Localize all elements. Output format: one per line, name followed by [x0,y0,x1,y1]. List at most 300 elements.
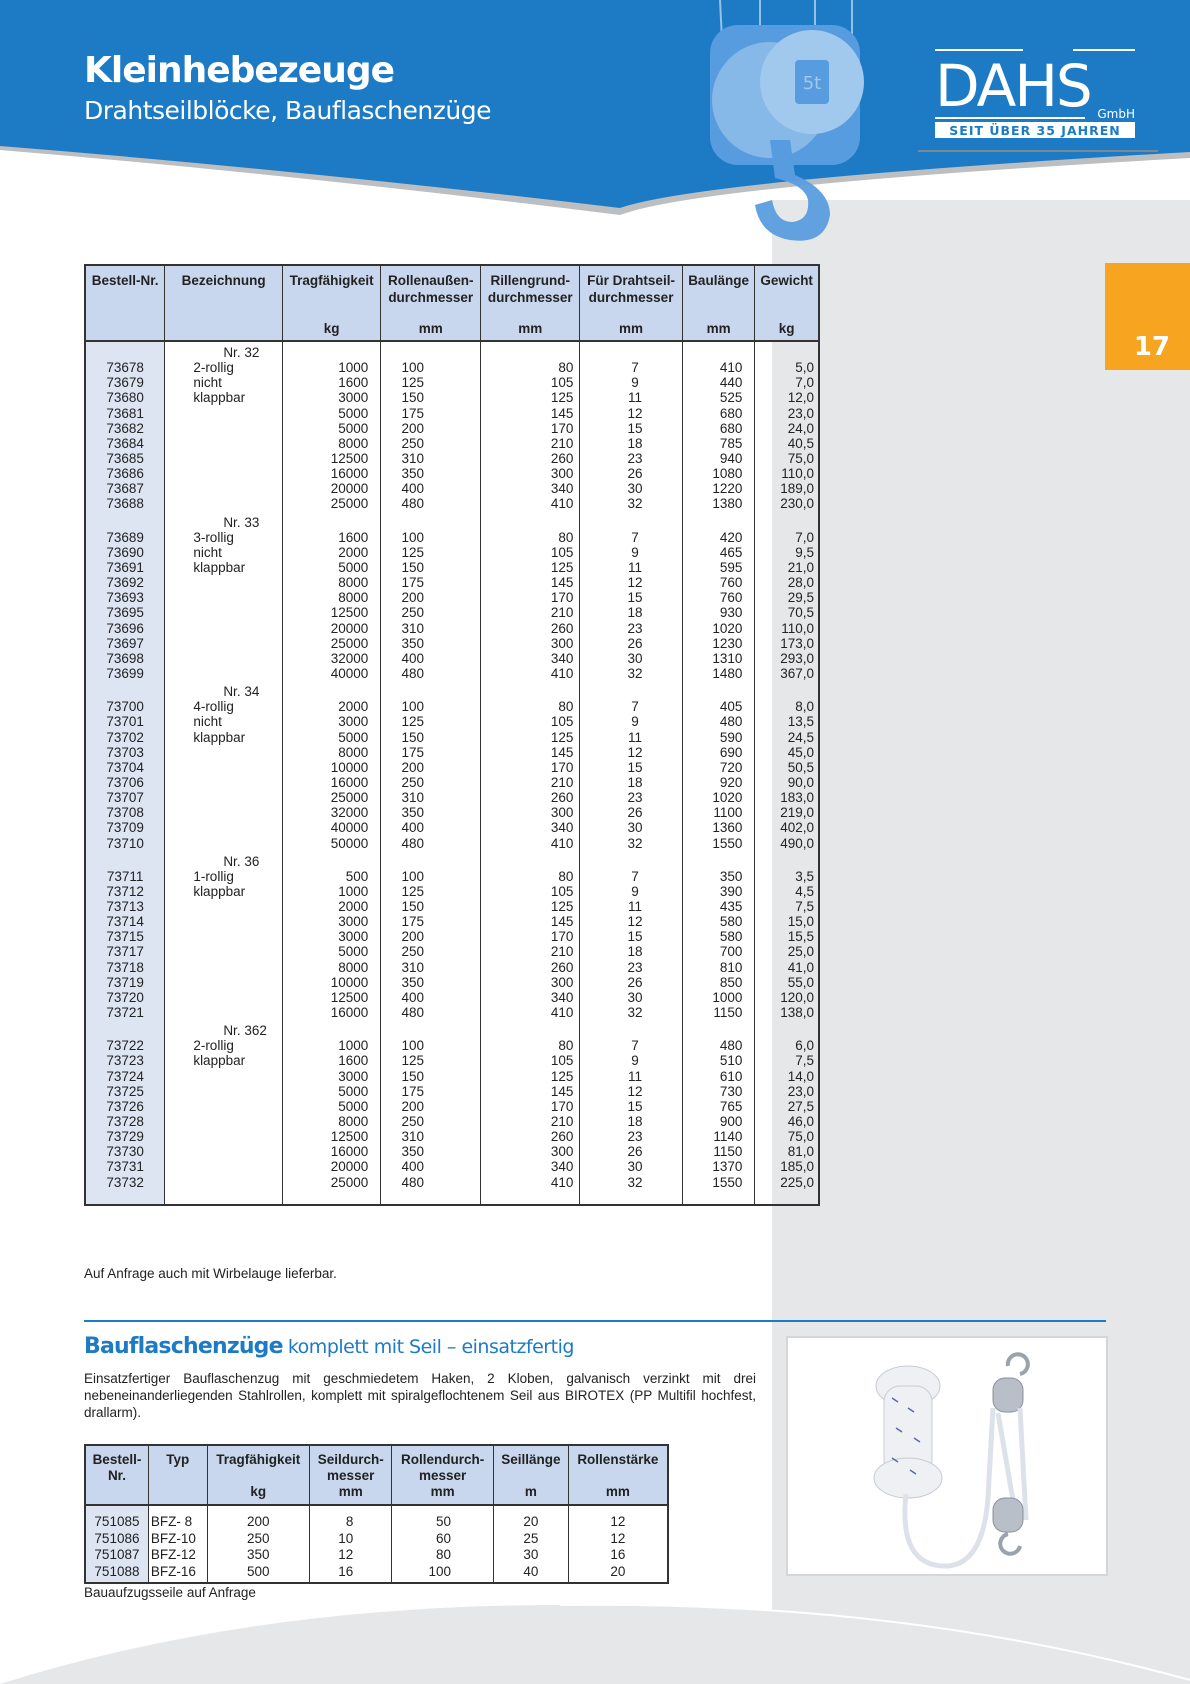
table-value: 300 [550,1144,574,1160]
product-group [85,1020,819,1205]
table-value: 16000 [330,1144,369,1160]
section2-title-bold: Bauflaschenzüge [84,1334,283,1359]
table-value: 1000 [712,989,743,1005]
table-value: 9 [631,375,639,391]
table-value: 1370 [712,1159,743,1175]
table-value: 73685 [106,450,144,466]
table-value: 32 [627,1174,643,1190]
table-cell [282,681,380,851]
cell-block [485,699,573,850]
table-value: 12500 [330,605,369,621]
table-value: 73719 [106,974,144,990]
page-number-tab [1105,263,1190,370]
table-value: 680 [719,420,743,436]
table-cell: 350 [207,1547,310,1564]
column-header [165,265,283,341]
section-divider [84,1320,1106,1322]
table-value: 29,5 [787,590,814,606]
builders-pulley-table [84,1444,669,1584]
table-value: 1020 [712,620,743,636]
table-value: 12,0 [787,390,814,406]
cell-block [193,684,278,745]
table-value: 9 [631,544,639,560]
table-value: 25,0 [787,944,814,960]
table-value: 2000 [338,899,369,915]
table-value: 150 [401,729,424,745]
table-value: 73691 [106,559,144,575]
table-value: 13,5 [787,714,814,730]
cell-block [592,699,677,850]
designation-line: nicht [193,544,222,560]
table-cell: BFZ-10 [148,1531,207,1548]
table-value: 73724 [106,1068,144,1084]
table-row [85,1505,668,1531]
table-value: 15,0 [787,914,814,930]
table-value: 1310 [712,650,743,666]
product-group [85,851,819,1021]
table-value: 3000 [338,390,369,406]
table-value: 1600 [338,529,369,545]
table-value: 100 [401,1038,424,1054]
table-value: 125 [401,1053,424,1069]
table-cell [85,512,165,682]
table-value: 410 [550,835,574,851]
table-cell: 20 [494,1505,569,1531]
table-value: 410 [550,496,574,512]
table-value: 11 [628,899,643,915]
table-cell [580,851,682,1021]
cell-block [485,530,573,681]
table-value: 73684 [106,435,144,451]
column-header-unit: m [524,1484,537,1499]
table-value: 8000 [338,435,369,451]
table-value: 15 [627,1098,643,1114]
pulley-block-icon [993,1354,1028,1554]
cell-block [687,530,743,681]
table-value: 26 [627,1144,643,1160]
table-cell: 751086 [85,1531,148,1548]
table-value: 80 [558,699,574,715]
table-value: 12 [627,914,643,930]
table-value: 175 [401,405,424,421]
table-value: 73711 [106,868,144,884]
table-value: 16000 [330,466,369,482]
table-value: 5000 [338,729,369,745]
cell-block [592,360,677,511]
table-cell [165,341,283,512]
table-value: 90,0 [787,774,814,790]
table-value: 14,0 [787,1068,814,1084]
designation-line: 3-rollig [193,529,234,545]
table-value: 73728 [106,1114,144,1130]
column-header-label: Seillänge [501,1452,561,1467]
cell-block [592,869,677,1020]
table-value: 170 [550,1098,574,1114]
table-cell: BFZ-12 [148,1547,207,1564]
product-group [85,512,819,682]
table-value: 73701 [106,714,144,730]
table-value: 170 [550,590,574,606]
table-value: 760 [719,590,743,606]
table-value: 1360 [712,820,743,836]
table-value: 850 [719,974,743,990]
table-value: 410 [719,360,743,376]
cell-block [485,360,573,511]
table-value: 73709 [106,820,144,836]
table-cell: 100 [392,1564,494,1584]
designation-line: Nr. 32 [223,345,260,360]
column-header-unit [88,320,162,340]
table-value: 210 [550,435,574,451]
table-value: 1600 [338,375,369,391]
table-value: 23 [627,450,643,466]
table-value: 525 [719,390,743,406]
column-header [85,265,165,341]
table-value: 10000 [330,974,369,990]
table-cell: 80 [392,1547,494,1564]
table-value: 26 [627,635,643,651]
designation-line: 2-rollig [193,1038,234,1054]
table-value: 9 [631,1053,639,1069]
table-value: 73696 [106,620,144,636]
table-value: 150 [401,899,424,915]
table-value: 16000 [330,774,369,790]
table-cell [481,512,580,682]
table-value: 5,0 [795,360,814,376]
cell-block [687,360,743,511]
cell-block [592,1038,677,1189]
column-header-unit: mm [619,321,644,336]
cell-block [287,1038,368,1189]
table-value: 73714 [106,914,144,930]
cell-block [687,1038,743,1189]
table-value: 12500 [330,989,369,1005]
table-value: 3000 [338,914,369,930]
table-value: 5000 [338,944,369,960]
table-cell [381,512,481,682]
page-title: Kleinhebezeuge [84,50,395,91]
column-header-label: Für Drahtseil- durchmesser [587,273,675,305]
cell-block [287,699,368,850]
table-value: 138,0 [780,1005,814,1021]
table-value: 25000 [330,496,369,512]
table-value: 26 [627,805,643,821]
table-value: 5000 [338,559,369,575]
table-value: 7 [631,529,639,545]
table-value: 100 [401,360,424,376]
table-value: 30 [627,989,643,1005]
table-value: 3000 [338,1068,369,1084]
table-cell [165,851,283,1021]
table-value: 367,0 [780,665,814,681]
column-header [568,1445,668,1505]
table-value: 260 [550,620,574,636]
table-value: 73681 [106,405,144,421]
cell-block [687,699,743,850]
table-value: 340 [550,650,574,666]
table-value: 73703 [106,744,144,760]
table-value: 73682 [106,420,144,436]
table-value: 5000 [338,420,369,436]
designation-line: klappbar [193,883,246,899]
table-value: 400 [401,650,424,666]
product-group [85,341,819,512]
table-value: 10000 [330,759,369,775]
column-header-unit: kg [778,321,795,336]
table-value: 73689 [106,529,144,545]
table-value: 810 [719,959,743,975]
table-value: 73700 [106,699,144,715]
table-cell: 12 [568,1531,668,1548]
table-value: 8,0 [795,699,814,715]
table-value: 760 [719,575,743,591]
table-value: 765 [719,1098,743,1114]
table-cell [381,681,481,851]
table1-note: Auf Anfrage auch mit Wirbelauge lieferbar. [84,1266,337,1281]
cell-block [90,1038,160,1189]
table-value: 480 [401,1005,424,1021]
cell-block [759,360,814,511]
designation-line: Nr. 33 [223,514,260,530]
table-value: 1380 [712,496,743,512]
table-value: 73717 [106,944,144,960]
table-value: 125 [550,559,574,575]
table-value: 340 [550,989,574,1005]
table-value: 5000 [338,1098,369,1114]
cell-block [193,515,278,576]
table-value: 310 [401,959,424,975]
table-value: 30 [627,481,643,497]
table-value: 175 [401,575,424,591]
table-cell [282,341,380,512]
table-cell [165,512,283,682]
table-cell [282,512,380,682]
table-cell: 60 [392,1531,494,1548]
cell-block [687,869,743,1020]
table-value: 26 [627,466,643,482]
table-value: 125 [550,899,574,915]
table-value: 1150 [713,1005,743,1021]
cell-block [385,530,440,681]
table-value: 410 [550,1174,574,1190]
table-value: 73679 [106,375,144,391]
table-value: 73722 [106,1038,144,1054]
table-value: 210 [550,1114,574,1130]
table-value: 200 [401,420,424,436]
table-value: 3000 [338,714,369,730]
designation-line: klappbar [193,729,246,745]
table-cell [282,1020,380,1205]
table-value: 930 [719,605,743,621]
table-value: 150 [401,559,424,575]
table-value: 105 [550,544,574,560]
rope-coil-icon [874,1366,993,1566]
table-value: 2000 [338,544,369,560]
table-value: 185,0 [780,1159,814,1175]
table-value: 5000 [338,1083,369,1099]
table-value: 300 [550,974,574,990]
table-value: 24,5 [787,729,814,745]
table-value: 73708 [106,805,144,821]
table-value: 32 [627,496,643,512]
table-value: 730 [719,1083,743,1099]
table-value: 1020 [712,790,743,806]
table-value: 490,0 [780,835,814,851]
table-value: 8000 [338,1114,369,1130]
table-value: 7,5 [795,899,814,915]
table-value: 480 [719,714,743,730]
table-cell: 25 [494,1531,569,1548]
designation-line: klappbar [193,390,246,406]
logo-underline [918,150,1158,152]
column-header-unit: mm [430,1484,455,1499]
table-cell [165,1020,283,1205]
table-cell: 10 [310,1531,392,1548]
table-value: 100 [401,529,424,545]
table-value: 73706 [106,774,144,790]
table-value: 105 [550,375,574,391]
table-value: 200 [401,1098,424,1114]
section2-title [84,1334,574,1359]
table-value: 30 [627,1159,643,1175]
table-value: 120,0 [780,989,814,1005]
table-value: 50,5 [787,759,814,775]
table-value: 8000 [338,959,369,975]
cell-block [759,530,814,681]
table-value: 350 [719,868,743,884]
table-value: 340 [550,1159,574,1175]
designation-line: klappbar [193,1053,246,1069]
table-value: 210 [550,605,574,621]
table-value: 3000 [338,929,369,945]
table-value: 250 [401,774,424,790]
table-value: 23 [627,620,643,636]
table-value: 73692 [106,575,144,591]
table-value: 26 [627,974,643,990]
table-value: 590 [719,729,743,745]
table-cell: 500 [207,1564,310,1584]
table-value: 145 [550,914,574,930]
table-row [85,1547,668,1564]
table-value: 300 [550,466,574,482]
table-cell [165,681,283,851]
column-header [392,1445,494,1505]
table-value: 32 [627,835,643,851]
column-header-label: Rillengrund- durchmesser [487,273,573,305]
table-value: 80 [558,360,574,376]
table-value: 40000 [330,665,369,681]
table-value: 20000 [330,481,369,497]
cell-block [287,869,368,1020]
table-value: 480 [719,1038,743,1054]
table-value: 145 [550,575,574,591]
cell-block [759,1038,814,1189]
table-value: 183,0 [780,790,814,806]
table-value: 7,0 [795,529,814,545]
table-value: 73718 [106,959,144,975]
column-header-label: Baulänge [688,273,749,288]
cell-block [90,699,160,850]
table-cell [481,851,580,1021]
table-value: 7 [631,1038,639,1054]
table-value: 250 [401,944,424,960]
cell-block [287,360,368,511]
table-value: 400 [401,820,424,836]
table-value: 7 [631,868,639,884]
table-value: 73699 [106,665,144,681]
cell-block [90,530,160,681]
table-value: 1000 [338,1038,369,1054]
table-cell: 40 [494,1564,569,1584]
column-header [207,1445,310,1505]
table-value: 12500 [330,1129,369,1145]
table-cell [85,341,165,512]
table-value: 150 [401,390,424,406]
column-header-unit: mm [605,1484,630,1499]
table-value: 11 [628,1068,643,1084]
table-cell: BFZ-16 [148,1564,207,1584]
table-value: 30 [627,650,643,666]
column-header-label: Tragfähigkeit [216,1452,301,1467]
table-value: 1100 [713,805,743,821]
table-value: 12 [627,405,643,421]
table-value: 73726 [106,1098,144,1114]
table-value: 680 [719,405,743,421]
table-value: 340 [550,481,574,497]
table-value: 11 [628,729,643,745]
column-header [381,265,481,341]
table-value: 1150 [713,1144,743,1160]
column-header-unit: mm [418,321,443,336]
table-value: 50000 [330,835,369,851]
table-value: 12 [627,744,643,760]
table-value: 100 [401,868,424,884]
pulley-rope-photo [786,1336,1108,1576]
cell-block [485,1038,573,1189]
table-value: 20000 [330,1159,369,1175]
table-value: 310 [401,620,424,636]
table-value: 25000 [330,790,369,806]
column-header [755,265,819,341]
table-value: 7 [631,699,639,715]
table-value: 510 [719,1053,743,1069]
table-value: 173,0 [780,635,814,651]
table-value: 9,5 [795,544,814,560]
table-value: 18 [627,435,643,451]
table-value: 73723 [106,1053,144,1069]
table-cell: 12 [568,1505,668,1531]
designation-line: Nr. 34 [223,684,260,700]
table-value: 260 [550,959,574,975]
table-cell: 16 [568,1547,668,1564]
column-header [481,265,580,341]
table-value: 73710 [106,835,144,851]
table-value: 1220 [712,481,743,497]
table-value: 9 [631,714,639,730]
table-cell [282,851,380,1021]
table-value: 32000 [330,650,369,666]
table-value: 7,0 [795,375,814,391]
table-value: 170 [550,420,574,436]
column-header-unit: mm [518,321,543,336]
table-value: 100 [401,699,424,715]
table-value: 73725 [106,1083,144,1099]
table-value: 73687 [106,481,144,497]
table-value: 15,5 [787,929,814,945]
table-value: 210 [550,944,574,960]
logo-suffix: GmbH [1097,107,1135,121]
table-value: 16000 [330,1005,369,1021]
